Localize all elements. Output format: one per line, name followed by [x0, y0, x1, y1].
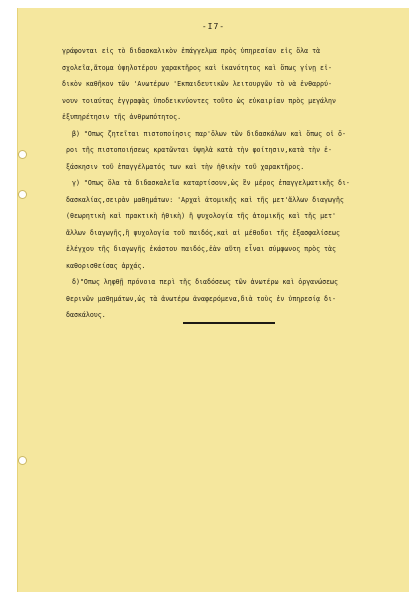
- paragraph-b-line: β) "Οπως ζητεῖται πιστοποίησις παρ'ὅλων τῶν διδασκάλων καὶ ὅπως οἱ ὅ-: [72, 129, 346, 138]
- text-line: σχολεῖα,ἄτομα ὑψηλοτέρου χαρακτῆρος καὶ ἱκανότητος καὶ ὅπως γίνῃ εἰ-: [62, 63, 332, 72]
- text-line: ἄλλων διαγωγῆς,ἢ ψυχολογία τοῦ παιδός,καὶ αἱ μέθοδοι τῆς ἐξασφαλίσεως: [66, 228, 340, 237]
- text-line: νουν τοιαύτας ἐγγραφὰς ὑποδεικνύοντες τοῦτο ὡς εὐκαιρίαν πρὸς μεγάλην: [62, 96, 336, 105]
- paragraph-d-line: δ)"Οπως ληφθῇ πρόνοια περὶ τῆς διαδόσεως τῶν ἀνωτέρω καὶ ὀργανώσεως: [72, 278, 338, 286]
- text-line: γράφονται εἰς τὸ διδασκαλικὸν ἐπάγγελμα πρὸς ὑπηρεσίαν εἰς ὅλα τὰ: [62, 47, 321, 55]
- paragraph-c-line: γ) "Οπως ὅλα τὰ διδασκαλεῖα καταρτίσουν,ὡς ἓν μέρος ἐπαγγελματικῆς δι-: [72, 179, 350, 187]
- text-line: δασκάλους.: [66, 311, 106, 319]
- text-line: καθορισθείσας ἀρχάς.: [66, 261, 146, 270]
- text-line: δασκαλίας,σειρὰν μαθημάτων: 'Αρχαὶ ἀτομικῆς καὶ τῆς μετ'ἄλλων διαγωγῆς: [66, 195, 344, 204]
- document-page: [17, 8, 409, 592]
- text-line: ἐλέγχου τῆς διαγωγῆς ἑκάστου παιδός,ἐὰν αὕτη εἶναι σύμφωνος πρὸς τὰς: [66, 245, 336, 253]
- page-number: -I7-: [201, 22, 226, 31]
- text-line: ἐξυπηρέτησιν τῆς ἀνθρωπότητος.: [62, 113, 182, 121]
- binder-hole: [18, 190, 27, 199]
- document-body: [62, 43, 412, 324]
- text-line: δικὸν καθῆκον τῶν 'Ανωτέρων 'Εκπαιδευτικῶν λειτουργῶν τὸ νὰ ἐνθαρρύ-: [62, 80, 332, 88]
- text-line: ξάσκησιν τοῦ ἐπαγγέλματός των καὶ τὴν ἠθικὴν τοῦ χαρακτῆρος.: [66, 162, 305, 171]
- text-line: ροι τῆς πιστοποιήσεως κρατῶνται ὑψηλὰ κατὰ τὴν φοίτησιν,κατὰ τὴν ἐ-: [66, 146, 332, 154]
- binder-hole: [18, 150, 27, 159]
- text-line: θερινῶν μαθημάτων,ὡς τὰ ἀνωτέρω ἀναφερόμενα,διὰ τοὺς ἐν ὑπηρεσίᾳ δι-: [66, 294, 336, 303]
- text-line: (θεωρητικὴ καὶ πρακτικὴ ἠθικὴ) ἢ ψυχολογία τῆς ἀτομικῆς καὶ τῆς μετ': [66, 212, 336, 220]
- section-divider: [183, 322, 275, 324]
- binder-hole: [18, 456, 27, 465]
